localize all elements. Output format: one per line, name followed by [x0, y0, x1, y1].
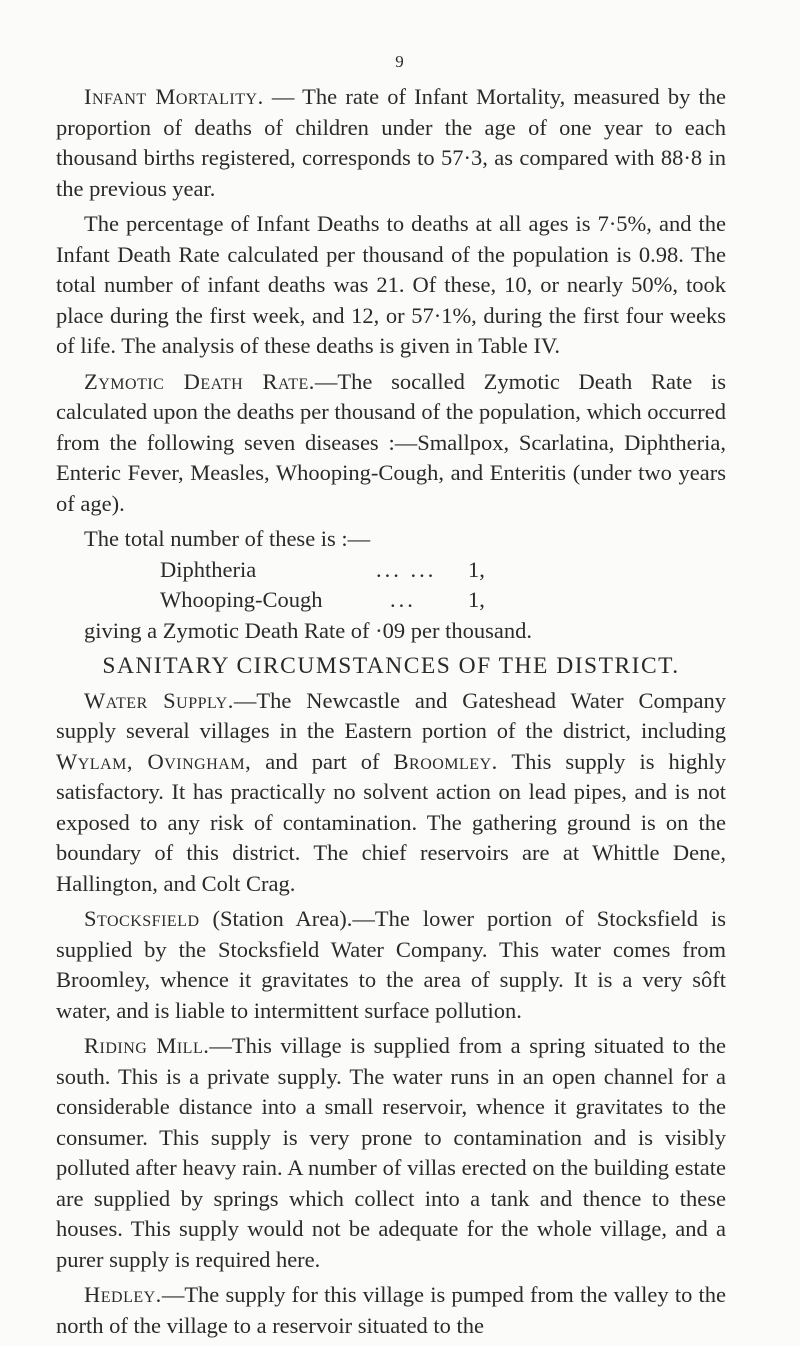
hedley-lead: Hedley. — [84, 1282, 162, 1307]
paragraph-zymotic — [56, 367, 726, 520]
list-item — [56, 585, 726, 616]
riding-mill-text: —This village is supplied from a spring situated to the south. This is a private supply. The water runs in an open channel for a considerable distance into a small reservoir, whence it gravitates to the consumer. This supply is very prone to contamination and is visibly polluted after heavy rain. A number of villas erected on the building estate are supplied by springs which collect into a tank and thence to these houses. This supply would not be adequate for the whole village, and a purer supply is required here. — [56, 1033, 726, 1272]
list-item-count: 1, — [468, 587, 485, 612]
paragraph-stocksfield — [56, 904, 726, 1026]
paragraph-infant-mortality — [56, 82, 726, 204]
list-item-name: Whooping-Cough — [160, 587, 323, 612]
hedley-text: —The supply for this village is pumped from the valley to the north of the village to a reservoir situated to the — [56, 1282, 726, 1338]
paragraph-total: The total number of these is :— — [84, 526, 371, 551]
paragraph-riding-mill — [56, 1031, 726, 1275]
water-supply-text-1: —The Newcastle and Gateshead Water Company supply several villages in the Eastern portion of the district, including — [56, 687, 726, 743]
water-supply-places: Wylam, Ovingham, — [56, 748, 252, 774]
zymotic-lead: Zymotic Death Rate. — [84, 368, 315, 394]
paragraph-hedley — [56, 1280, 726, 1341]
water-supply-text-2: and part of — [251, 748, 394, 774]
list-item-dots: ... — [390, 587, 416, 612]
body-text — [56, 82, 726, 1346]
list-item-count: 1, — [468, 556, 485, 582]
paragraph-giving: giving a Zymotic Death Rate of ·09 per thousand. — [84, 617, 533, 643]
water-supply-place-2: Broomley. — [393, 748, 498, 774]
stocksfield-lead: Stocksfield — [84, 906, 200, 931]
page-number: 9 — [395, 52, 405, 71]
section-heading: SANITARY CIRCUMSTANCES OF THE DISTRICT. — [102, 653, 680, 679]
paragraph-infant-percentage: The percentage of Infant Deaths to deaths at all ages is 7·5%, and the Infant Death Rate calculated per thousand of the population is 0.98. The total number of infant deaths was 21. Of these, 10, or nearly 50%, took place during the first week, and 12, or 57·1%, during the first four weeks of life. The analysis of these deaths is given in Table IV. — [56, 211, 726, 358]
riding-mill-lead: Riding Mill. — [84, 1033, 210, 1058]
zymotic-text: —The socalled Zymotic Death Rate is calculated upon the deaths per thousand of the population, which occurred from the following seven diseases :—Smallpox, Scarlatina, Diphtheria, Enteric Fever, Measles, Whooping-Cough, and Enteritis (under two years of age). — [56, 368, 726, 516]
water-supply-lead: Water Supply. — [84, 687, 234, 713]
stocksfield-text: (Station Area).—The lower portion of Stocksfield is supplied by the Stocksfield Water Company. This water comes from Broomley, whence it gravitates to the area of supply. It is a very sôft water, and is liable to intermittent surface pollution. — [56, 906, 726, 1023]
list-item — [56, 555, 726, 586]
list-item-name: Diphtheria — [160, 556, 257, 582]
infant-mortality-lead: Infant Mortality. — [84, 84, 264, 109]
infant-mortality-text: — The rate of Infant Mortality, measured by the proportion of deaths of children under the age of one year to each thousand births registered, corresponds to 57·3, as compared with 88·8 in the previous year. — [56, 84, 726, 201]
water-supply-text-3: This supply is highly satisfactory. It has practically no solvent action on lead pipes, and is not exposed to any risk of contamination. The gathering ground is on the boundary of this district. The chief reservoirs are at Whittle Dene, Hallington, and Colt Crag. — [56, 748, 726, 896]
list-item-dots: ... ... — [376, 556, 437, 582]
paragraph-water-supply — [56, 686, 726, 900]
